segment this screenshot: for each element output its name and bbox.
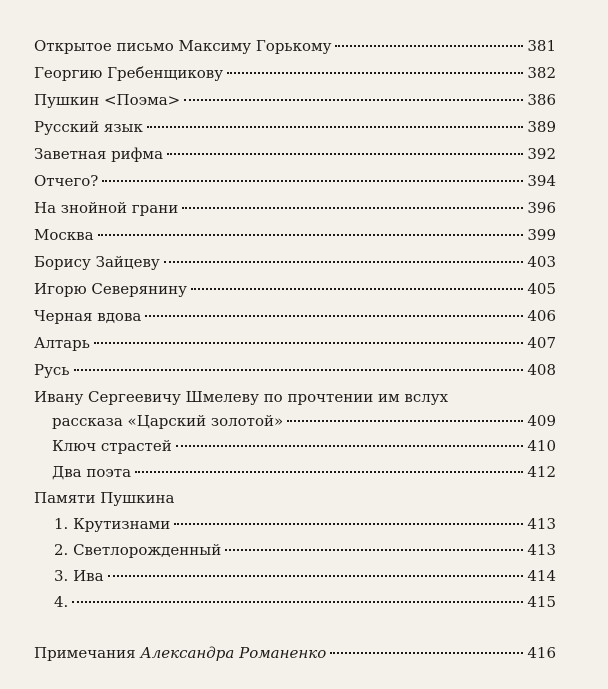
toc-entry-title: рассказа «Царский золотой» — [52, 412, 284, 430]
leader-dots — [167, 153, 523, 155]
toc-entry — [52, 462, 556, 482]
toc-entry-page: 414 — [527, 567, 556, 585]
toc-entry-page: 399 — [527, 226, 556, 244]
leader-dots — [174, 523, 523, 525]
toc-entry-title: Черная вдова — [34, 307, 142, 325]
leader-dots — [72, 601, 523, 603]
toc-entry-page: 386 — [527, 91, 556, 109]
leader-dots — [147, 126, 524, 128]
toc-entry-page: 413 — [527, 515, 556, 533]
toc-entry-title: Алтарь — [34, 334, 90, 352]
toc-entry — [34, 279, 556, 299]
toc-entry-page: 381 — [527, 37, 556, 55]
toc-entry — [34, 36, 556, 56]
leader-dots — [135, 471, 523, 473]
toc-entry-title: Отчего? — [34, 172, 99, 190]
leader-dots — [94, 342, 523, 344]
toc-entry-page: 413 — [527, 541, 556, 559]
toc-entry-title: 1. Крутизнами — [54, 515, 171, 533]
toc-entry-title: Борису Зайцеву — [34, 253, 160, 271]
toc-entry-title: Русский язык — [34, 118, 143, 136]
toc-entry-title — [34, 643, 326, 663]
toc-entry-page: 396 — [527, 199, 556, 217]
toc-entry-shmelev-line1: Ивану Сергеевичу Шмелеву по прочтении им вслух — [34, 388, 449, 406]
toc-entry-page: 403 — [527, 253, 556, 271]
leader-dots — [164, 261, 524, 263]
toc-entry-title: Пушкин <Поэма> — [34, 91, 181, 109]
toc-entry-notes — [34, 643, 556, 663]
toc-subentry — [54, 514, 556, 534]
leader-dots — [102, 180, 523, 182]
leader-dots — [145, 315, 523, 317]
toc-entry-page: 382 — [527, 64, 556, 82]
toc-entry-title: Москва — [34, 226, 94, 244]
toc-entry-title: Ключ страстей — [52, 437, 172, 455]
toc-subentry — [54, 592, 556, 612]
toc-entry-title: Заветная рифма — [34, 145, 164, 163]
toc-entry-page: 415 — [527, 593, 556, 611]
toc-entry-title: Два поэта — [52, 463, 132, 481]
toc-subentry — [54, 566, 556, 586]
notes-author: Александра Романенко — [140, 644, 327, 662]
toc-entry-page: 394 — [527, 172, 556, 190]
toc-entry-title: Русь — [34, 361, 70, 379]
toc-entry-title: Георгию Гребенщикову — [34, 64, 224, 82]
toc-subentry — [54, 540, 556, 560]
toc-entry — [34, 360, 556, 380]
toc-entry — [52, 436, 556, 456]
toc-entry-page: 389 — [527, 118, 556, 136]
toc-entry — [34, 306, 556, 326]
toc-entry — [34, 252, 556, 272]
toc-section-heading-pushkin: Памяти Пушкина — [34, 489, 175, 507]
toc-entry-shmelev — [52, 411, 556, 431]
leader-dots — [108, 575, 524, 577]
toc-entry-title: 4. — [54, 593, 69, 611]
leader-dots — [287, 420, 523, 422]
leader-dots — [191, 288, 523, 290]
toc-entry — [34, 90, 556, 110]
toc-entry-page: 406 — [527, 307, 556, 325]
toc-entry-page: 407 — [527, 334, 556, 352]
toc-entry-page: 412 — [527, 463, 556, 481]
toc-entry-title: 2. Светлорожденный — [54, 541, 222, 559]
leader-dots — [176, 445, 524, 447]
leader-dots — [184, 99, 523, 101]
toc-entry-page: 408 — [527, 361, 556, 379]
toc-entry — [34, 198, 556, 218]
toc-entry-page: 409 — [527, 412, 556, 430]
toc-entry — [34, 225, 556, 245]
leader-dots — [225, 549, 523, 551]
toc-entry-title: Игорю Северянину — [34, 280, 187, 298]
leader-dots — [227, 72, 523, 74]
leader-dots — [182, 207, 523, 209]
leader-dots — [98, 234, 524, 236]
toc-entry-title: На знойной грани — [34, 199, 179, 217]
toc-entry-page: 410 — [527, 437, 556, 455]
toc-entry-page: 392 — [527, 145, 556, 163]
toc-entry-page: 416 — [527, 644, 556, 662]
toc-entry — [34, 144, 556, 164]
toc-entry — [34, 117, 556, 137]
toc-entry — [34, 333, 556, 353]
leader-dots — [74, 369, 524, 371]
leader-dots — [330, 652, 523, 654]
toc-entry — [34, 63, 556, 83]
toc-entry-title: 3. Ива — [54, 567, 104, 585]
leader-dots — [335, 45, 523, 47]
toc-entry-title: Открытое письмо Максиму Горькому — [34, 37, 332, 55]
toc-entry-page: 405 — [527, 280, 556, 298]
notes-prefix: Примечания — [34, 644, 136, 662]
toc-entry — [34, 171, 556, 191]
